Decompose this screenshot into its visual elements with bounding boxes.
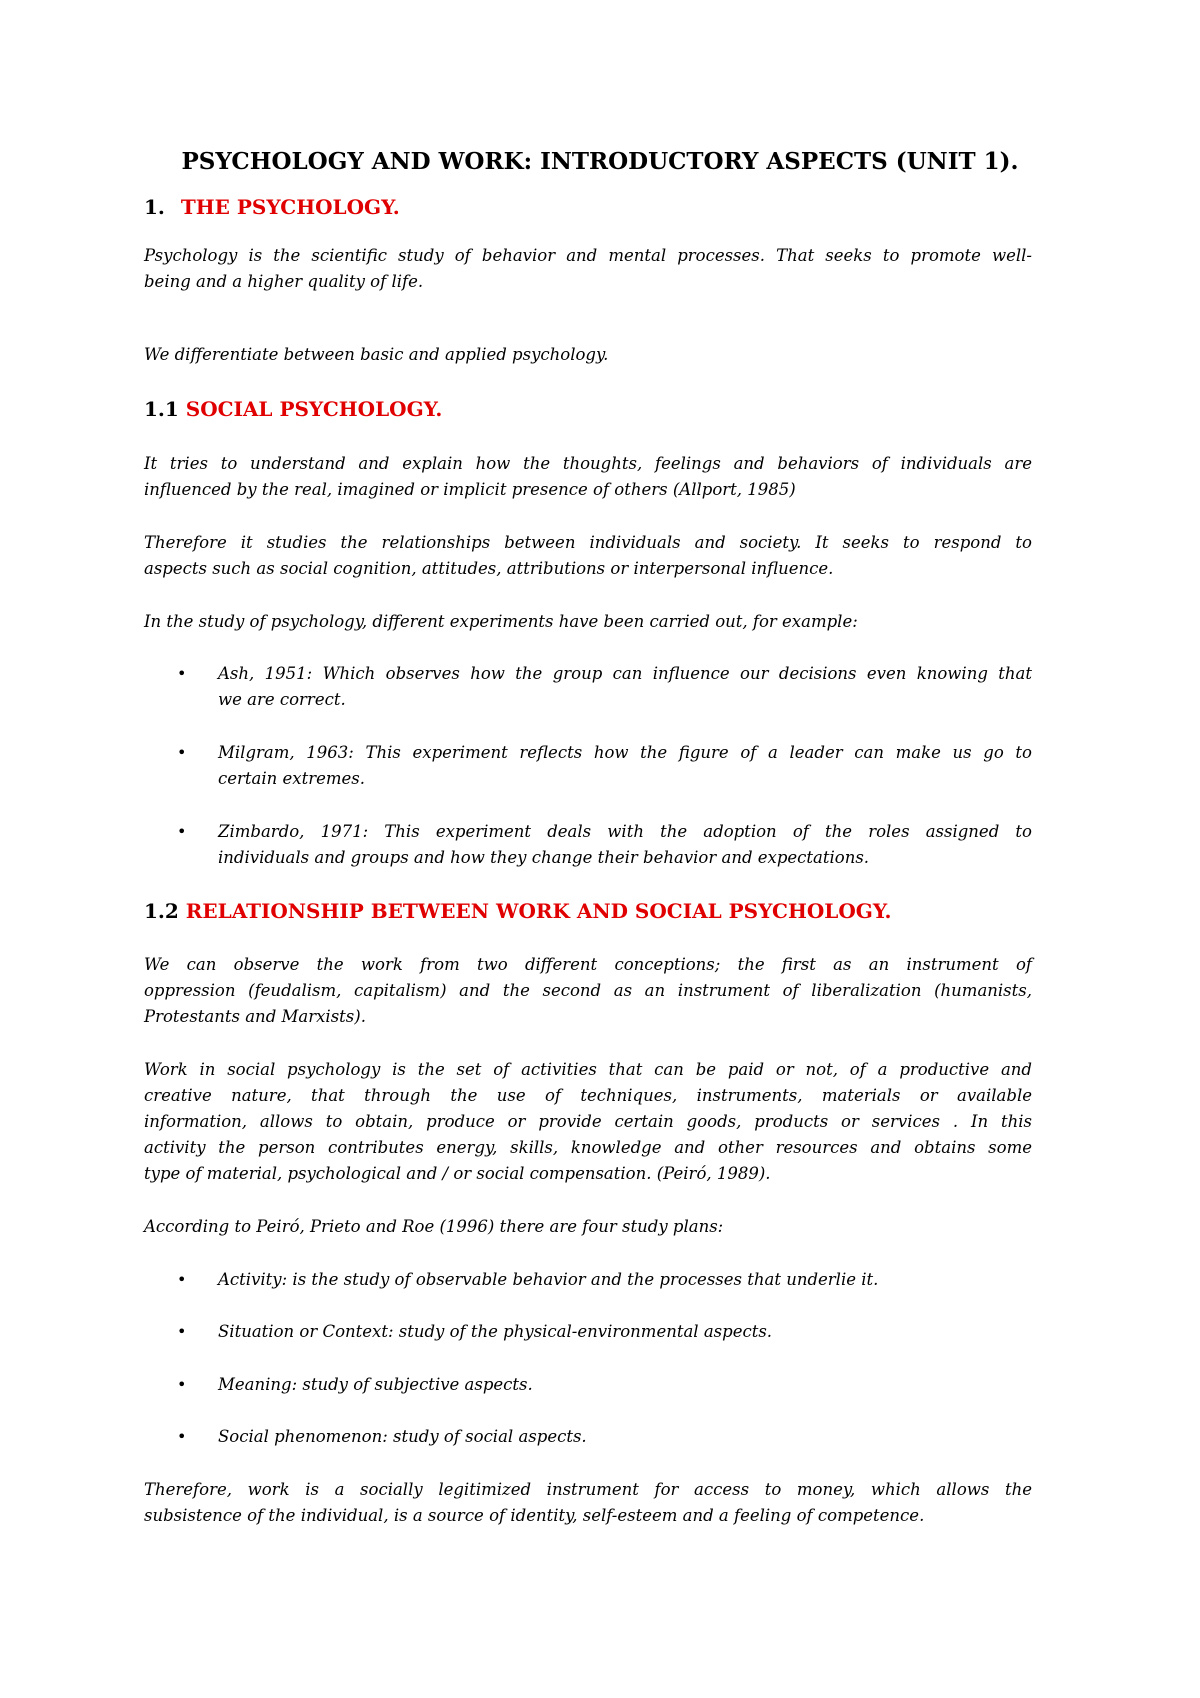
list-item-line: Situation or Context: study of the physical-environmental aspects.	[218, 1322, 773, 1341]
paragraph	[144, 243, 1032, 295]
bullet-icon: •	[177, 664, 187, 683]
section-number: 1.	[144, 195, 165, 219]
list-item-line: Ash, 1951: Which observes how the group can influence our decisions even knowing that	[218, 664, 1032, 683]
paragraph-line: oppression (feudalism, capitalism) and the second as an instrument of liberalization (humanists,	[144, 981, 1032, 1000]
section-number: 1.2	[144, 899, 179, 923]
paragraph	[144, 609, 1032, 635]
list-item	[218, 1267, 1032, 1293]
paragraph-line: Psychology is the scientific study of behavior and mental processes. That seeks to promote well-	[144, 246, 1032, 265]
paragraph-line: being and a higher quality of life.	[144, 272, 424, 291]
paragraph-line: We differentiate between basic and applied psychology.	[144, 345, 609, 364]
list-item	[218, 1319, 1032, 1345]
bullet-icon: •	[177, 1375, 187, 1394]
paragraph	[144, 451, 1032, 503]
paragraph	[144, 1477, 1032, 1529]
section-heading-work-and-social-psychology	[144, 898, 892, 924]
paragraph-line: creative nature, that through the use of techniques, instruments, materials or available	[144, 1086, 1032, 1105]
list-item-line: Zimbardo, 1971: This experiment deals with the adoption of the roles assigned to	[218, 822, 1032, 841]
paragraph	[144, 342, 1032, 368]
paragraph	[144, 1057, 1032, 1187]
paragraph-line: Protestants and Marxists).	[144, 1007, 366, 1026]
section-title: RELATIONSHIP BETWEEN WORK AND SOCIAL PSYCHOLOGY.	[185, 899, 892, 923]
list-item-line: we are correct.	[218, 690, 346, 709]
list-item	[218, 740, 1032, 792]
paragraph-line: We can observe the work from two different conceptions; the first as an instrument of	[144, 955, 1032, 974]
paragraph	[144, 1214, 1032, 1240]
paragraph	[144, 530, 1032, 582]
bullet-icon: •	[177, 743, 187, 762]
list-item-line: Meaning: study of subjective aspects.	[218, 1375, 533, 1394]
section-title: THE PSYCHOLOGY.	[180, 195, 400, 219]
paragraph	[144, 952, 1032, 1030]
paragraph-line: type of material, psychological and / or social compensation. (Peiró, 1989).	[144, 1164, 771, 1183]
paragraph-line: It tries to understand and explain how the thoughts, feelings and behaviors of individuals are	[144, 454, 1032, 473]
paragraph-line: Work in social psychology is the set of activities that can be paid or not, of a productive and	[144, 1060, 1032, 1079]
paragraph-line: influenced by the real, imagined or implicit presence of others (Allport, 1985)	[144, 480, 796, 499]
bullet-icon: •	[177, 1270, 187, 1289]
paragraph-line: information, allows to obtain, produce or provide certain goods, products or services . In this	[144, 1112, 1032, 1131]
paragraph-line: In the study of psychology, different experiments have been carried out, for example:	[144, 612, 858, 631]
list-item-line: Milgram, 1963: This experiment reflects how the figure of a leader can make us go to	[218, 743, 1032, 762]
paragraph-line: subsistence of the individual, is a source of identity, self-esteem and a feeling of competence.	[144, 1506, 925, 1525]
list-item	[218, 1424, 1032, 1450]
list-item-line: Activity: is the study of observable behavior and the processes that underlie it.	[218, 1270, 879, 1289]
section-number: 1.1	[144, 397, 179, 421]
paragraph-line: Therefore it studies the relationships between individuals and society. It seeks to respond to	[144, 533, 1032, 552]
bullet-icon: •	[177, 822, 187, 841]
paragraph-line: Therefore, work is a socially legitimized instrument for access to money, which allows the	[144, 1480, 1032, 1499]
list-item	[218, 819, 1032, 871]
section-title: SOCIAL PSYCHOLOGY.	[185, 397, 443, 421]
list-item-line: Social phenomenon: study of social aspects.	[218, 1427, 587, 1446]
paragraph-line: aspects such as social cognition, attitudes, attributions or interpersonal influence.	[144, 559, 834, 578]
list-item-line: certain extremes.	[218, 769, 365, 788]
list-item-line: individuals and groups and how they change their behavior and expectations.	[218, 848, 870, 867]
bullet-icon: •	[177, 1322, 187, 1341]
paragraph-line: activity the person contributes energy, skills, knowledge and other resources and obtains some	[144, 1138, 1032, 1157]
paragraph-line: According to Peiró, Prieto and Roe (1996) there are four study plans:	[144, 1217, 724, 1236]
list-item	[218, 661, 1032, 713]
section-heading-psychology	[144, 194, 400, 220]
list-item	[218, 1372, 1032, 1398]
section-heading-social-psychology	[144, 396, 442, 422]
document-title: PSYCHOLOGY AND WORK: INTRODUCTORY ASPECTS (UNIT 1).	[181, 148, 1019, 175]
bullet-icon: •	[177, 1427, 187, 1446]
